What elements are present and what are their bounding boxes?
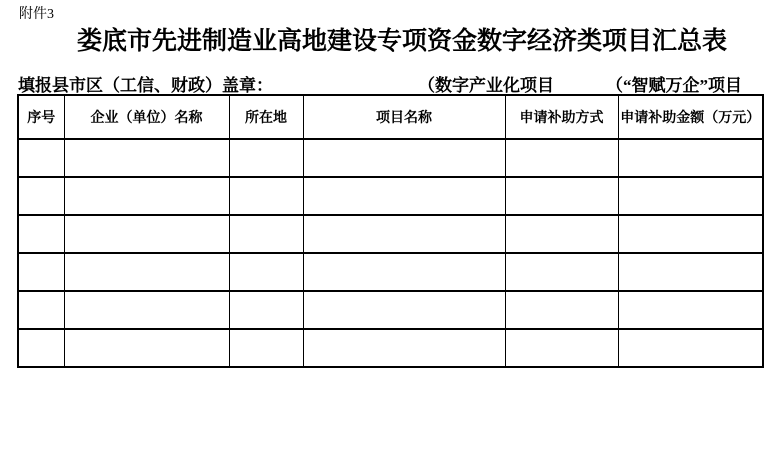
stamp-label: 填报县市区（工信、财政）盖章： <box>18 76 273 95</box>
table-cell <box>505 329 618 367</box>
table-cell <box>618 253 763 291</box>
table-cell <box>18 215 64 253</box>
column-header-subsidy-method: 申请补助方式 <box>505 95 618 139</box>
table-cell <box>64 253 229 291</box>
table-cell <box>64 139 229 177</box>
table-cell <box>303 253 505 291</box>
table-cell <box>18 329 64 367</box>
project-type-digital-industrialization: （数字产业化项目 <box>418 76 554 95</box>
summary-table <box>17 94 764 368</box>
table-cell <box>18 253 64 291</box>
table-row <box>18 215 763 253</box>
table-cell <box>618 139 763 177</box>
table-row <box>18 139 763 177</box>
table-cell <box>18 139 64 177</box>
column-header-subsidy-amount: 申请补助金额（万元） <box>618 95 763 139</box>
column-header-project-name: 项目名称 <box>303 95 505 139</box>
table-row <box>18 253 763 291</box>
table-cell <box>64 177 229 215</box>
header-row <box>18 95 763 139</box>
table-row <box>18 291 763 329</box>
table-cell <box>303 177 505 215</box>
table-cell <box>229 177 303 215</box>
table-body <box>18 139 763 367</box>
table-cell <box>18 177 64 215</box>
column-header-index: 序号 <box>18 95 64 139</box>
attachment-label: 附件3 <box>19 7 54 22</box>
table-cell <box>64 215 229 253</box>
table-cell <box>64 329 229 367</box>
table-cell <box>505 139 618 177</box>
table-cell <box>229 253 303 291</box>
table-row <box>18 177 763 215</box>
table-cell <box>618 177 763 215</box>
table-header <box>18 95 763 139</box>
table-cell <box>229 215 303 253</box>
table-row <box>18 329 763 367</box>
column-header-company-name: 企业（单位）名称 <box>64 95 229 139</box>
table-cell <box>303 291 505 329</box>
page-title: 娄底市先进制造业高地建设专项资金数字经济类项目汇总表 <box>76 27 727 55</box>
table-cell <box>303 139 505 177</box>
table-cell <box>64 291 229 329</box>
table-cell <box>618 215 763 253</box>
table-cell <box>229 329 303 367</box>
table-cell <box>505 215 618 253</box>
table-cell <box>303 329 505 367</box>
form-line <box>0 71 784 93</box>
table-cell <box>18 291 64 329</box>
table-cell <box>505 291 618 329</box>
table-cell <box>303 215 505 253</box>
table-cell <box>505 253 618 291</box>
table-cell <box>505 177 618 215</box>
table-cell <box>618 291 763 329</box>
table-cell <box>229 139 303 177</box>
table-cell <box>618 329 763 367</box>
project-type-zhifuwanqi: （“智赋万企”项目 <box>606 76 742 95</box>
column-header-location: 所在地 <box>229 95 303 139</box>
table-cell <box>229 291 303 329</box>
